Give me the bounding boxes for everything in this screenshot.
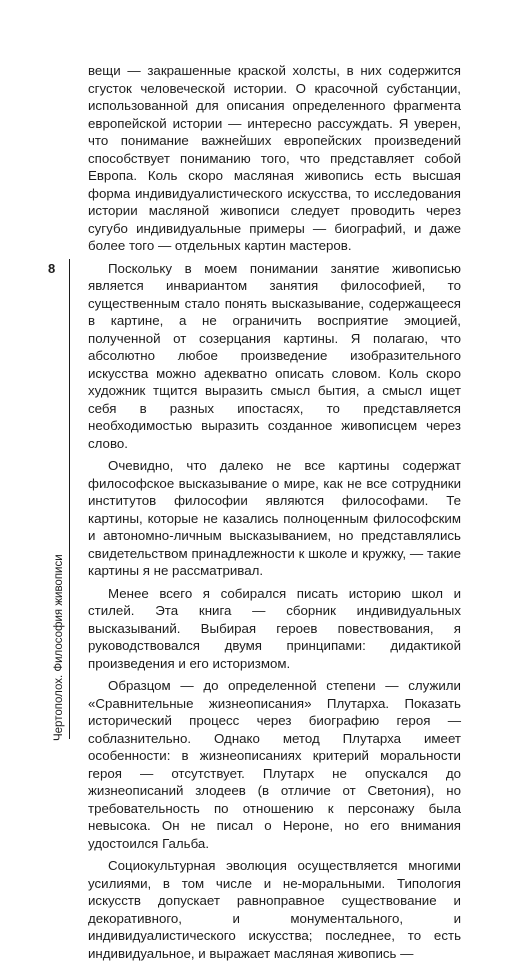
paragraph: Очевидно, что далеко не все картины содержат философское высказывание о мире, как не все сотрудники институтов философии являются философами. Те картины, которые не казались полноценным философским и автономно-личным высказыванием, но представлялись свидетельством принадлежности к школе и кружку, — такие картины я не рассматривал.: [88, 458, 461, 578]
body-text: [88, 62, 461, 967]
paragraph: Поскольку в моем понимании занятие живописью является инвариантом занятия философией, то существенным стало понять высказывание, содержащееся в картине, а не ограничить восприятие эмоцией, полученной от созерцания картины. Я полагаю, что абсолютно любое произведение изобразительного искусства можно адекватно описать словом. Коль скоро художник тщится выразить смысл бытия, а смысл ищет себя в разных ипостасях, то представляется необходимостью выразить созданное живописцем через слово.: [88, 260, 461, 451]
page-number: 8: [48, 261, 56, 276]
paragraph: Менее всего я собирался писать историю школ и стилей. Эта книга — сборник индивидуальных высказываний. Выбирая героев повествования, я руководствовался двумя принципами: дидактикой произведения и его историзмом.: [88, 585, 461, 671]
paragraph: вещи — закрашенные краской холсты, в них содержится сгусток человеческой истории. О красочной субстанции, использованной для описания определенного фрагмента европейской истории — интересно рассуждать. Я уверен, что понимание важнейших европейских произведений способствует пониманию того, что представляет собой Европа. Коль скоро масляная живопись есть высшая форма индивидуалистического искусства, то исследования истории масляной живописи следует проводить через сугубо индивидуальные примеры — биографий, и даже более того — отдельных картин мастеров.: [88, 63, 461, 253]
paragraph: Образцом — до определенной степени — служили «Сравнительные жизнеописания» Плутарха. Показать исторический процесс через биографию героя — соблазнительно. Однако метод Плутарха имеет особенности: в жизнеописаниях критерий моральности героя — отсутствует. Плутарх не опускался до жизнеописаний злодеев (в отличие от Светония), но требовательность по отношению к персонажу была невысока. Он не писал о Нероне, но его внимания удостоился Гальба.: [88, 678, 461, 851]
paragraph: Социокультурная эволюция осуществляется многими усилиями, в том числе и не-моральными. Типология искусств допускает равноправное существование и декоративного, и монументального, и индивидуалистического искусства; последнее, то есть индивидуальное, и выражает масляная живопись —: [88, 858, 461, 961]
margin-rule: [69, 259, 70, 739]
running-head: Чертополох. Философия живописи: [53, 554, 65, 741]
